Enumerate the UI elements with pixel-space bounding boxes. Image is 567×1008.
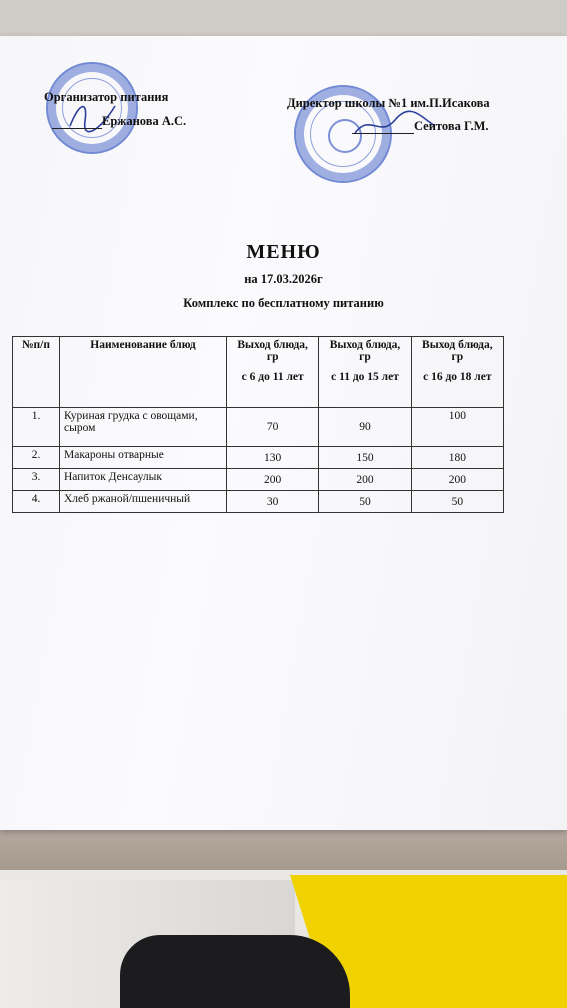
dark-object <box>120 935 350 1008</box>
director-name: Сеитова Г.М. <box>414 119 489 133</box>
menu-date: на 17.03.2026г <box>244 272 323 286</box>
table-header-row <box>13 337 504 408</box>
organizer-name: Ержанова А.С. <box>102 114 187 128</box>
header-num: №п/п <box>13 337 60 408</box>
header-col3: Выход блюда, гр с 16 до 18 лет <box>411 337 503 408</box>
header-col1: Выход блюда, гр с 6 до 11 лет <box>227 337 319 408</box>
header-name: Наименование блюд <box>60 337 227 408</box>
table-row: 4. Хлеб ржаной/пшеничный 30 50 50 <box>13 491 504 513</box>
menu-sheet <box>0 36 567 830</box>
menu-table <box>12 336 504 513</box>
director-role: Директор школы №1 им.П.Исакова <box>287 96 490 110</box>
table-row: 2. Макароны отварные 130 150 180 <box>13 447 504 469</box>
header-col2: Выход блюда, гр с 11 до 15 лет <box>319 337 411 408</box>
page-title: МЕНЮ <box>246 241 321 263</box>
organizer-role: Организатор питания <box>44 90 169 104</box>
table-row: 3. Напиток Денсаулык 200 200 200 <box>13 469 504 491</box>
background-wall <box>0 0 567 40</box>
menu-subtitle: Комплекс по бесплатному питанию <box>183 296 384 310</box>
table-row: 1. Куриная грудка с овощами, сыром 70 90 100 <box>13 408 504 447</box>
